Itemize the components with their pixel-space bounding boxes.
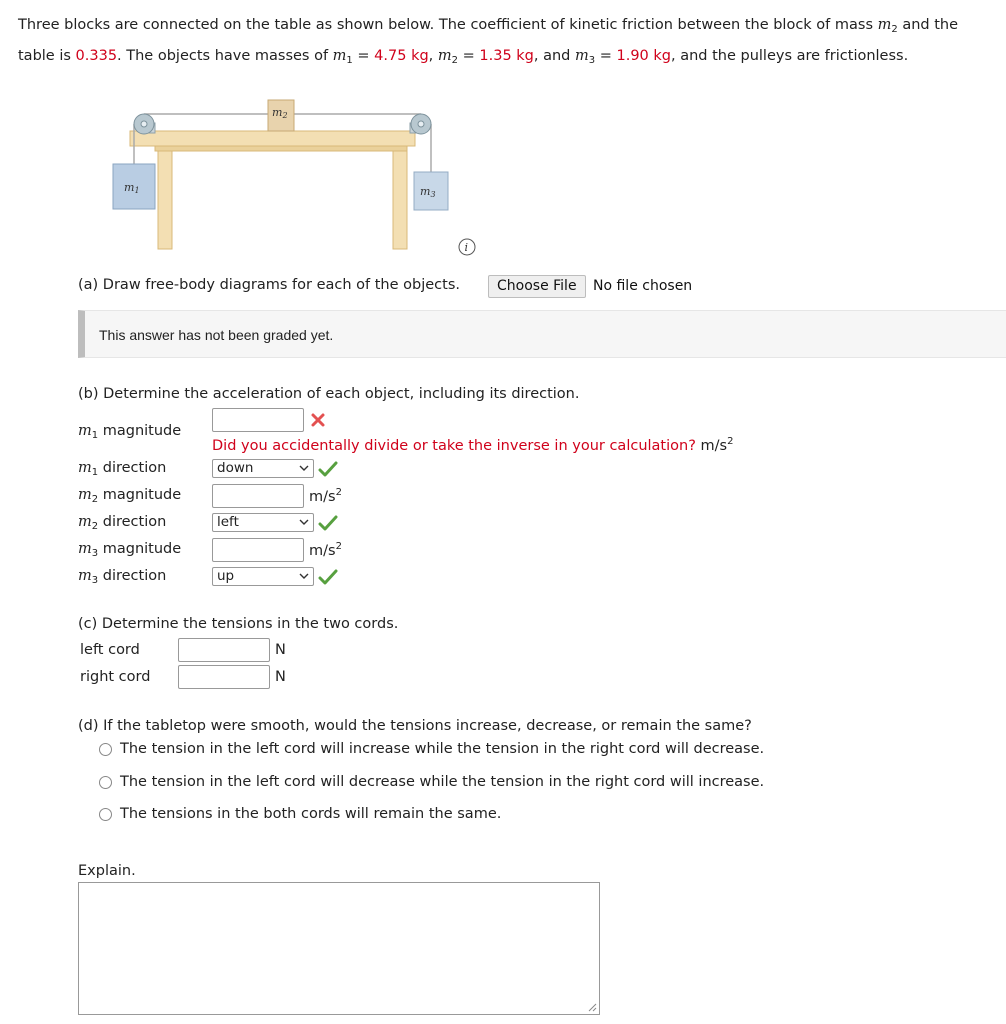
m2-magnitude-input[interactable] (212, 484, 304, 508)
m1-feedback-message: Did you accidentally divide or take the inverse in your calculation? (212, 438, 696, 454)
mass-m2-value: 1.35 kg (479, 48, 534, 64)
option-3-label: The tensions in the both cords will remain the same. (120, 806, 502, 822)
choose-file-button[interactable]: Choose File (488, 275, 586, 298)
table-leg-left (158, 151, 172, 249)
graded-note-text: This answer has not been graded yet. (99, 327, 334, 343)
m2-magnitude-label: $m_2$ magnitude (78, 487, 182, 505)
correct-check-icon (318, 515, 338, 531)
svg-text:m2: m2 (272, 106, 288, 120)
table-apron (155, 146, 407, 151)
m2-direction-select[interactable]: left (212, 513, 314, 532)
m3-direction-label: $m_3$ direction (78, 568, 167, 586)
table-top (130, 131, 415, 146)
m3-magnitude-label: $m_3$ magnitude (78, 541, 182, 559)
m2-direction-label: $m_2$ direction (78, 514, 167, 532)
block-m1-label: m (124, 181, 135, 194)
option-2-label: The tension in the left cord will decrease while the tension in the right cord will increase. (120, 774, 765, 790)
m1-magnitude-label: $m_1$ magnitude (78, 423, 182, 441)
part-b-question: (b) Determine the acceleration of each object, including its direction. (78, 386, 580, 402)
svg-text:i: i (464, 241, 469, 254)
m2-unit: $m/s^2$ (309, 487, 342, 505)
m3-direction-select[interactable]: up (212, 567, 314, 586)
part-a-question: (a) Draw free-body diagrams for each of the objects. (78, 277, 460, 293)
radio-option-2[interactable] (99, 776, 112, 789)
correct-check-icon (318, 569, 338, 585)
m1-magnitude-input[interactable] (212, 408, 304, 432)
friction-coefficient: 0.335 (75, 48, 118, 64)
radio-option-1[interactable] (99, 743, 112, 756)
option-1-label: The tension in the left cord will increase while the tension in the right cord will decrease. (120, 741, 765, 757)
m1-feedback-row: Did you accidentally divide or take the inverse in your calculation? $m/s^2$ (212, 436, 734, 454)
right-pulley (411, 114, 431, 134)
right-cord-tension-input[interactable] (178, 665, 270, 689)
radio-option-3[interactable] (99, 808, 112, 821)
left-cord-tension-input[interactable] (178, 638, 270, 662)
file-status: No file chosen (593, 278, 693, 294)
mass-m3-value: 1.90 kg (616, 48, 671, 64)
m1-direction-label: $m_1$ direction (78, 460, 167, 478)
m1-direction-select[interactable]: down (212, 459, 314, 478)
explain-label: Explain. (78, 863, 136, 879)
blocks-pulleys-figure (100, 96, 500, 266)
explain-textarea[interactable] (78, 882, 600, 1015)
part-d-question: (d) If the tabletop were smooth, would the tensions increase, decrease, or remain the same? (78, 718, 752, 734)
left-pulley (134, 114, 154, 134)
chevron-down-icon (298, 462, 310, 474)
right-cord-label: right cord (80, 669, 151, 685)
left-cord-unit: N (275, 642, 286, 658)
m1-unit: m/s (700, 438, 728, 454)
chevron-down-icon (298, 570, 310, 582)
correct-check-icon (318, 461, 338, 477)
table-leg-right (393, 151, 407, 249)
svg-text:m3: m3 (420, 185, 436, 199)
mass-m1-value: 4.75 kg (374, 48, 429, 64)
resize-handle-icon[interactable] (587, 1002, 597, 1012)
left-cord-label: left cord (80, 642, 140, 658)
block-m2-label: m (272, 106, 283, 119)
graded-notice (78, 310, 1006, 358)
block-m3-label: m (420, 185, 431, 198)
right-cord-unit: N (275, 669, 286, 685)
svg-text:m1: m1 (124, 181, 140, 195)
chevron-down-icon (298, 516, 310, 528)
info-icon[interactable] (459, 239, 475, 255)
incorrect-x-icon (310, 412, 326, 428)
problem-statement: Three blocks are connected on the table as shown below. The coefficient of kinetic friction between the block of mass $m_2$ and the table is 0.335. The objects have masses of $m_1 = 4.75$ kg, $m_2 = 1.35$ kg, and $m_3 = 1.90$ kg, and the pulleys are frictionless. (18, 17, 959, 66)
part-c-question: (c) Determine the tensions in the two cords. (78, 616, 399, 632)
m3-unit: $m/s^2$ (309, 541, 342, 559)
m3-magnitude-input[interactable] (212, 538, 304, 562)
